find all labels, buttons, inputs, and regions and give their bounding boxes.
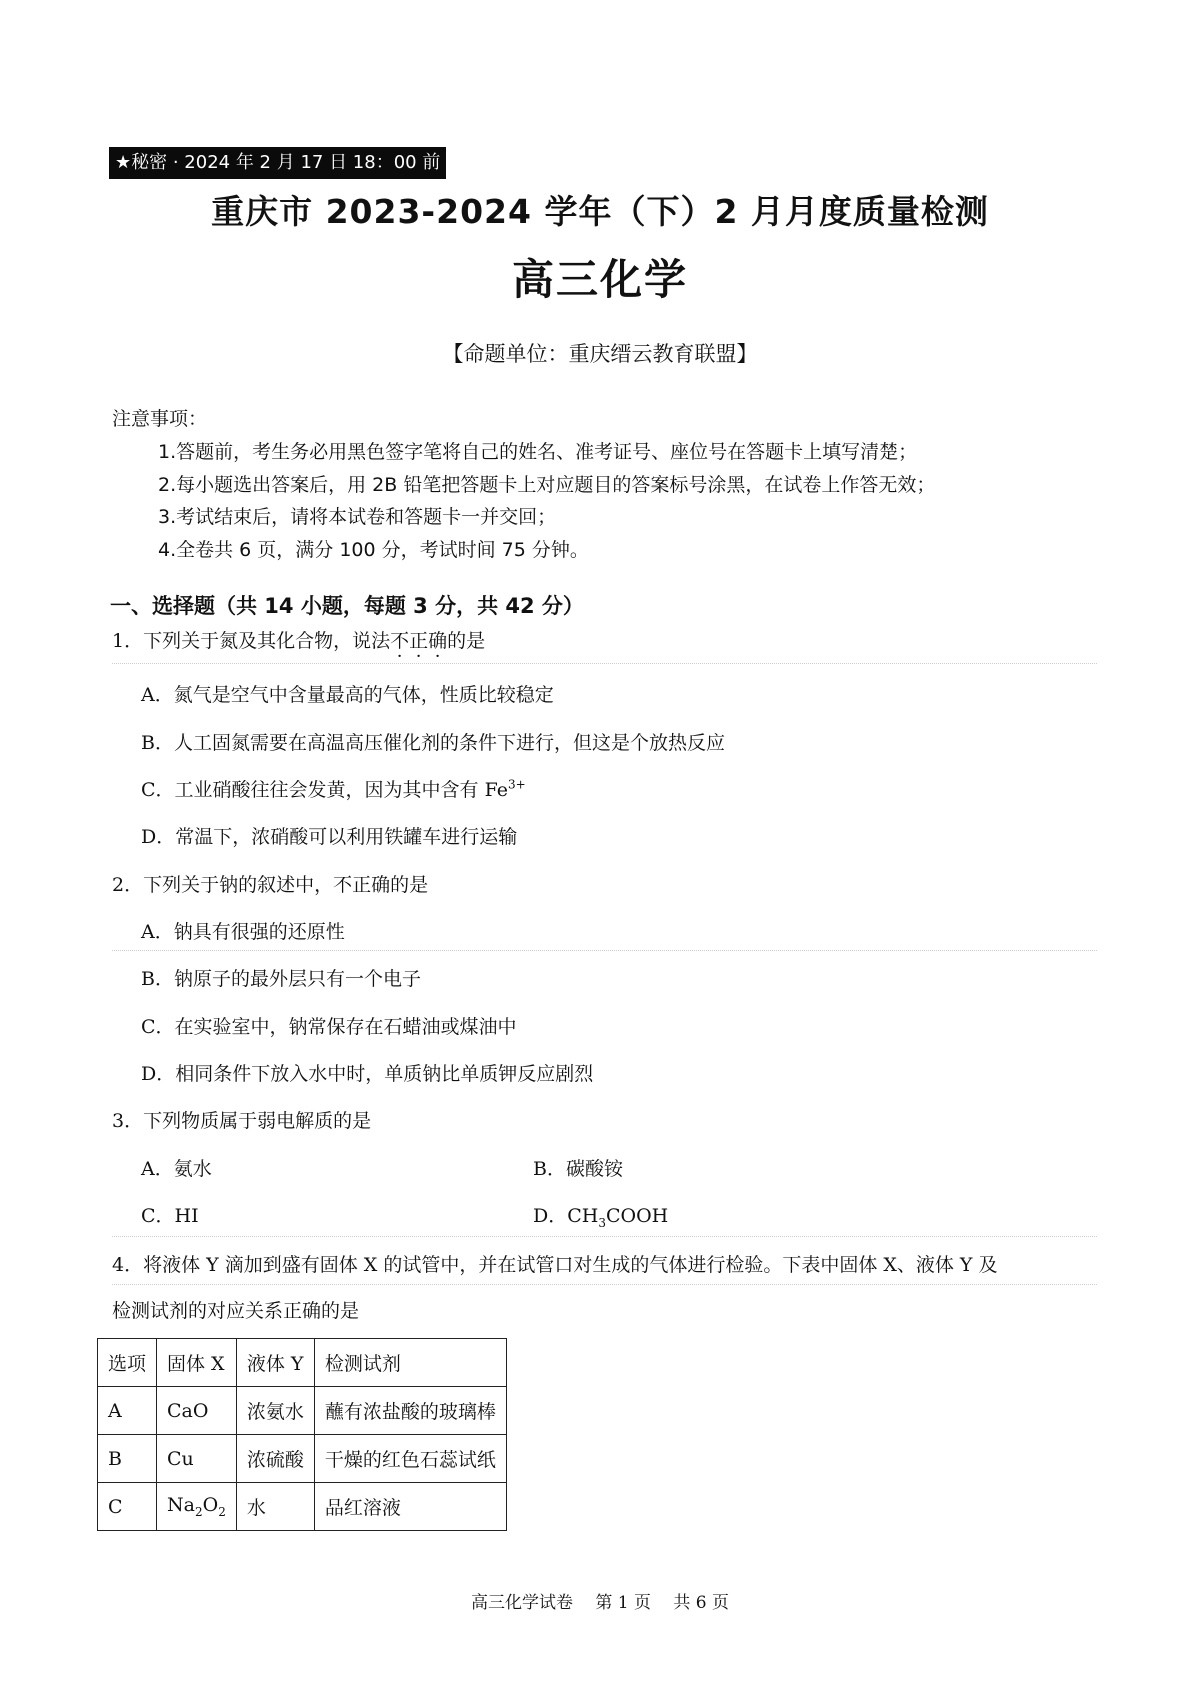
- table-row: [98, 1435, 507, 1483]
- question-2-option-d: D．相同条件下放入水中时，单质钠比单质钾反应剧烈: [141, 1063, 594, 1085]
- question-1-option-a: A．氮气是空气中含量最高的气体，性质比较稳定: [141, 684, 554, 706]
- table-cell: 干燥的红色石蕊试纸: [314, 1435, 506, 1483]
- table-cell: CaO: [157, 1387, 237, 1435]
- question-3-stem: 3．下列物质属于弱电解质的是: [112, 1110, 372, 1132]
- table-row: [98, 1483, 507, 1531]
- confidential-label: ★秘密 · 2024 年 2 月 17 日 18：00 前: [109, 147, 446, 179]
- subject-title: 高三化学: [511, 255, 688, 304]
- table-header-cell: 检测试剂: [314, 1339, 506, 1387]
- table-row: [98, 1387, 507, 1435]
- table-cell: 蘸有浓盐酸的玻璃棒: [314, 1387, 506, 1435]
- question-2-option-b: B．钠原子的最外层只有一个电子: [141, 968, 421, 990]
- question-2-stem: 2．下列关于钠的叙述中，不正确的是: [112, 874, 429, 896]
- question-1-option-c: C．工业硝酸往往会发黄，因为其中含有 $Fe^{3+}$: [141, 777, 526, 801]
- emphasis-char: 不: [390, 630, 410, 652]
- emphasis-char: 正: [409, 630, 429, 652]
- table-cell: 品红溶液: [314, 1483, 506, 1531]
- question-3-option-a: A．氨水: [141, 1158, 212, 1180]
- question-3-option-b: B．碳酸铵: [533, 1158, 623, 1180]
- notice-item: 3.考试结束后，请将本试卷和答题卡一并交回；: [158, 506, 557, 528]
- table-header-cell: 固体 X: [157, 1339, 237, 1387]
- question-3-option-c: C．HI: [141, 1205, 199, 1227]
- page-footer: 高三化学试卷 第 1 页 共 6 页: [470, 1593, 730, 1613]
- divider: [112, 663, 1097, 664]
- divider: [112, 950, 1097, 951]
- notice-item: 2.每小题选出答案后，用 2B 铅笔把答题卡上对应题目的答案标号涂黑，在试卷上作答无效；: [158, 473, 936, 496]
- table-cell: B: [98, 1435, 157, 1483]
- emphasis-char: 确: [428, 630, 448, 652]
- table-cell: Cu: [157, 1435, 237, 1483]
- table-cell: C: [98, 1483, 157, 1531]
- table-cell: 浓硫酸: [236, 1435, 314, 1483]
- table-header-cell: 选项: [98, 1339, 157, 1387]
- organizer-line: 【命题单位：重庆缙云教育联盟】: [442, 342, 758, 366]
- table-header-row: [98, 1339, 507, 1387]
- question-1-option-d: D．常温下，浓硝酸可以利用铁罐车进行运输: [141, 826, 518, 848]
- notice-item: 4.全卷共 6 页，满分 100 分，考试时间 75 分钟。: [158, 538, 589, 561]
- notice-item: 1.答题前，考生务必用黑色签字笔将自己的姓名、准考证号、座位号在答题卡上填写清楚；: [158, 441, 918, 463]
- divider: [112, 1284, 1097, 1285]
- section-heading: 一、选择题（共 14 小题，每题 3 分，共 42 分）: [110, 594, 584, 618]
- reagent-table: [97, 1338, 507, 1531]
- question-3-option-d: D．$CH_3COOH$: [533, 1205, 669, 1230]
- exam-title: 重庆市 2023-2024 学年（下）2 月月度质量检测: [211, 192, 989, 231]
- table-cell: A: [98, 1387, 157, 1435]
- notice-list: [158, 436, 935, 566]
- table-cell: 浓氨水: [236, 1387, 314, 1435]
- question-1-option-b: B．人工固氮需要在高温高压催化剂的条件下进行，但这是个放热反应: [141, 732, 725, 754]
- table-header-cell: 液体 Y: [236, 1339, 314, 1387]
- question-2-option-a: A．钠具有很强的还原性: [141, 921, 345, 943]
- question-4-stem-line1: 4．将液体 Y 滴加到盛有固体 X 的试管中，并在试管口对生成的气体进行检验。下表中固体 X、液体 Y 及: [112, 1254, 998, 1276]
- question-2-option-c: C．在实验室中，钠常保存在石蜡油或煤油中: [141, 1016, 517, 1038]
- question-1-stem: 1．下列关于氮及其化合物，说法不正确的是: [112, 630, 486, 652]
- notice-heading: 注意事项：: [112, 408, 208, 430]
- divider: [112, 1236, 1097, 1237]
- question-4-stem-line2: 检测试剂的对应关系正确的是: [112, 1300, 360, 1322]
- table-cell: 水: [236, 1483, 314, 1531]
- table-cell: $Na_2O_2$: [157, 1483, 237, 1531]
